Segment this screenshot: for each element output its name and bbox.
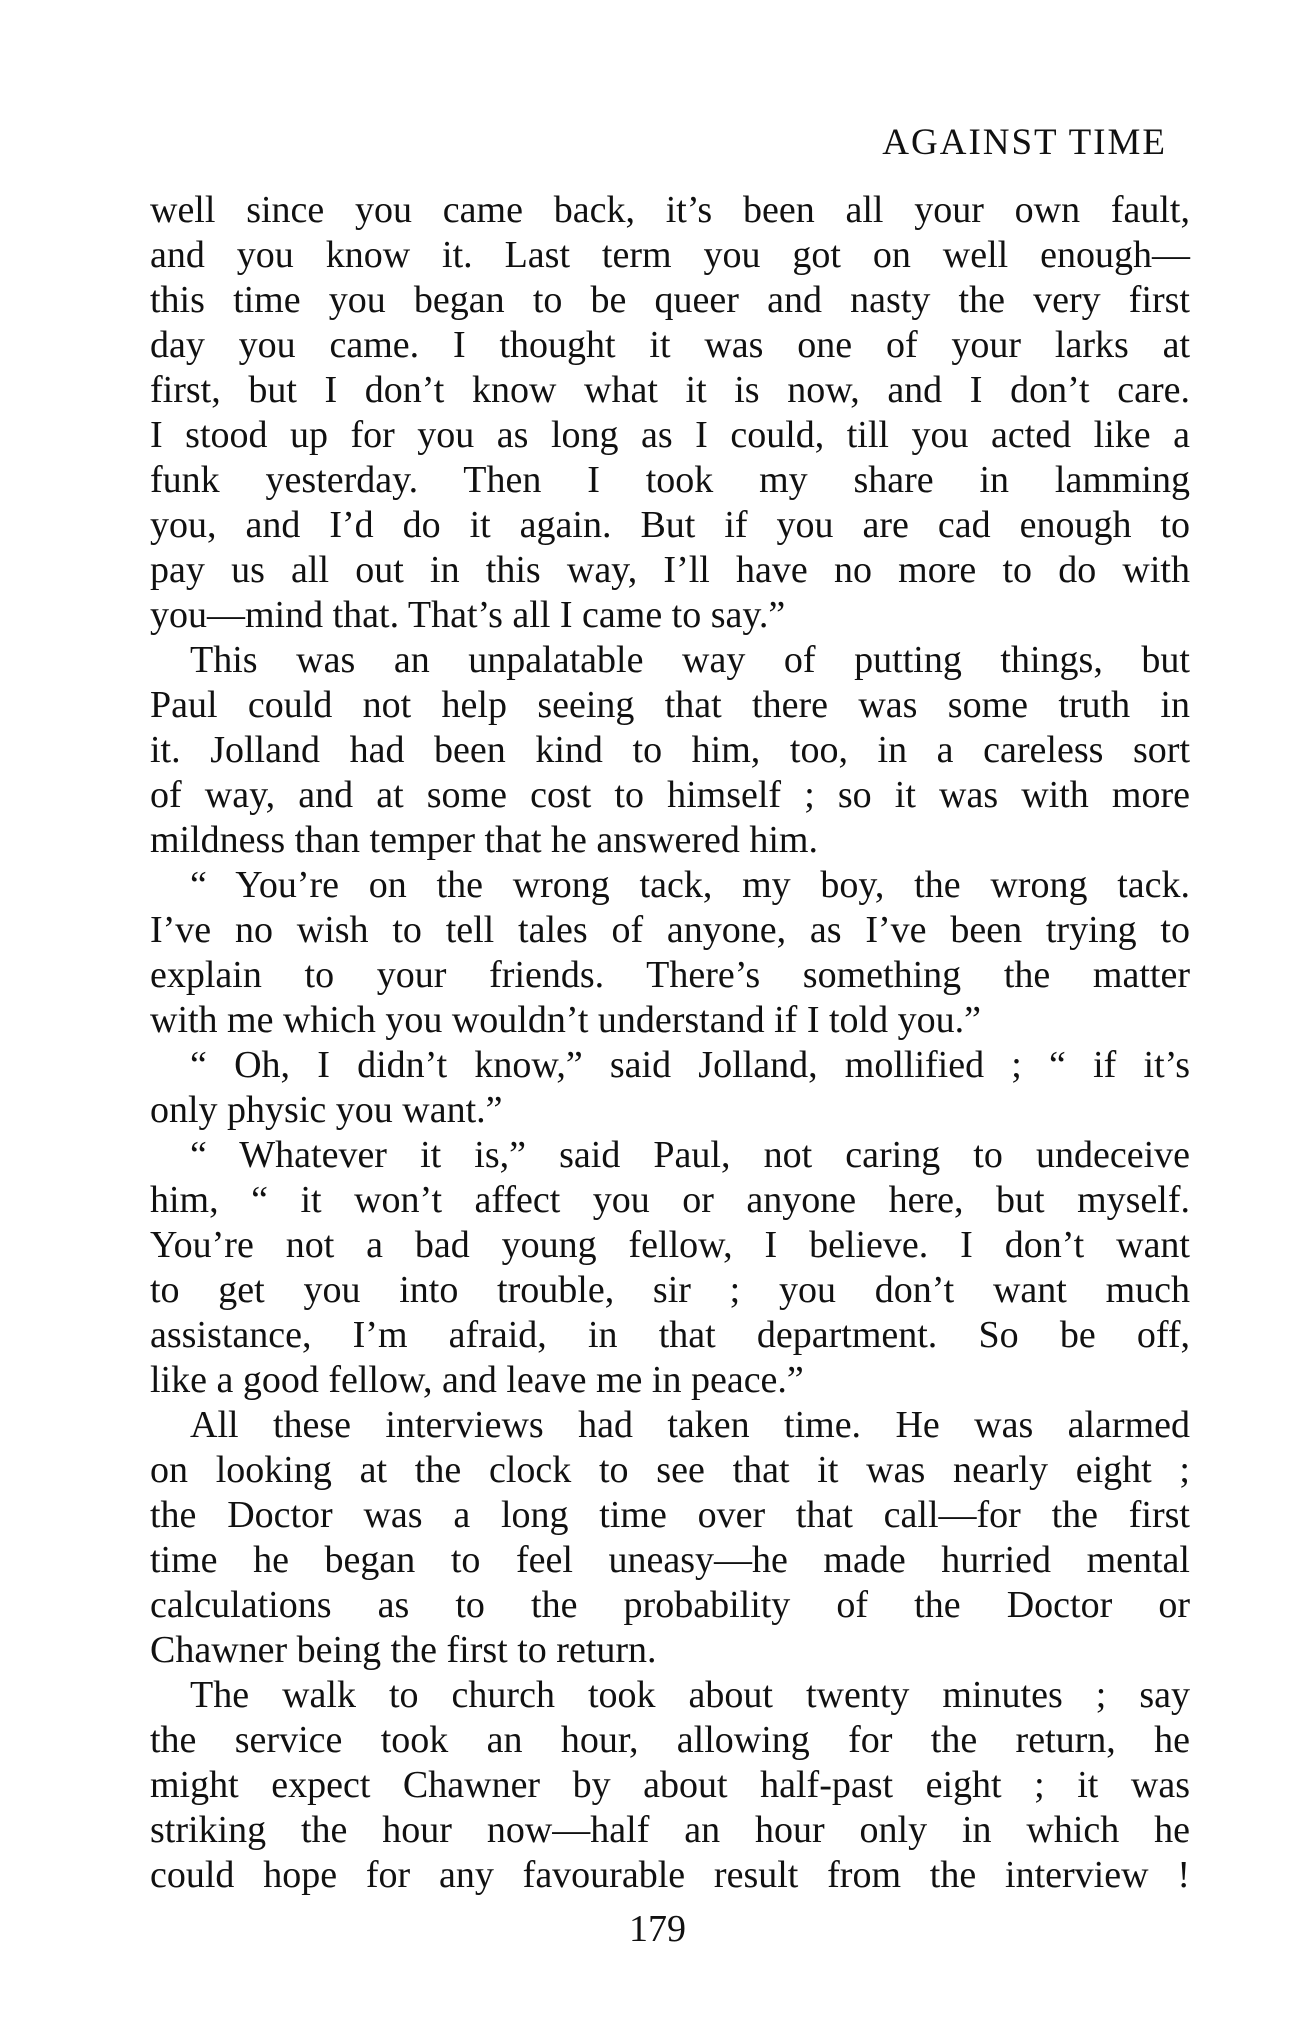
text-line: I stood up for you as long as I could, till you acted like a: [150, 414, 1190, 456]
text-line: “ Whatever it is,” said Paul, not caring to undeceive: [190, 1134, 1190, 1176]
text-line: The walk to church took about twenty minutes ; say: [190, 1674, 1190, 1716]
text-line: calculations as to the probability of the Doctor or: [150, 1584, 1190, 1626]
text-line: and you know it. Last term you got on well enough—: [150, 234, 1190, 276]
text-line: you—mind that. That’s all I came to say.”: [150, 594, 786, 636]
text-line: This was an unpalatable way of putting things, but: [190, 639, 1190, 681]
text-line: “ Oh, I didn’t know,” said Jolland, mollified ; “ if it’s: [190, 1044, 1190, 1086]
text-line: only physic you want.”: [150, 1089, 503, 1131]
text-line: You’re not a bad young fellow, I believe. I don’t want: [150, 1224, 1190, 1266]
text-line: Chawner being the first to return.: [150, 1629, 657, 1671]
text-line: All these interviews had taken time. He was alarmed: [190, 1404, 1190, 1446]
text-line: mildness than temper that he answered him.: [150, 819, 818, 861]
text-line: with me which you wouldn’t understand if I told you.”: [150, 999, 981, 1041]
text-line: the Doctor was a long time over that call—for the first: [150, 1494, 1190, 1536]
text-line: this time you began to be queer and nasty the very first: [150, 279, 1190, 321]
text-line: him, “ it won’t affect you or anyone here, but myself.: [150, 1179, 1190, 1221]
text-line: the service took an hour, allowing for the return, he: [150, 1719, 1190, 1761]
text-line: might expect Chawner by about half-past eight ; it was: [150, 1764, 1190, 1806]
text-line: could hope for any favourable result from the interview !: [150, 1854, 1190, 1896]
text-line: you, and I’d do it again. But if you are cad enough to: [150, 504, 1190, 546]
running-head: AGAINST TIME: [882, 122, 1167, 163]
text-line: striking the hour now—half an hour only in which he: [150, 1809, 1190, 1851]
text-line: pay us all out in this way, I’ll have no more to do with: [150, 549, 1190, 591]
text-line: day you came. I thought it was one of your larks at: [150, 324, 1190, 366]
text-line: it. Jolland had been kind to him, too, in a careless sort: [150, 729, 1190, 771]
text-line: Paul could not help seeing that there was some truth in: [150, 684, 1190, 726]
text-line: to get you into trouble, sir ; you don’t want much: [150, 1269, 1190, 1311]
text-line: of way, and at some cost to himself ; so it was with more: [150, 774, 1190, 816]
text-line: time he began to feel uneasy—he made hurried mental: [150, 1539, 1190, 1581]
text-line: well since you came back, it’s been all your own fault,: [150, 189, 1190, 231]
text-line: on looking at the clock to see that it was nearly eight ;: [150, 1449, 1190, 1491]
text-line: like a good fellow, and leave me in peace.”: [150, 1359, 804, 1401]
page-number: 179: [629, 1908, 686, 1950]
text-line: “ You’re on the wrong tack, my boy, the wrong tack.: [190, 864, 1190, 906]
text-line: I’ve no wish to tell tales of anyone, as I’ve been trying to: [150, 909, 1190, 951]
text-line: explain to your friends. There’s something the matter: [150, 954, 1190, 996]
body-text: [150, 188, 1190, 1898]
text-line: assistance, I’m afraid, in that department. So be off,: [150, 1314, 1190, 1356]
text-line: funk yesterday. Then I took my share in lamming: [150, 459, 1190, 501]
text-line: first, but I don’t know what it is now, and I don’t care.: [150, 369, 1190, 411]
